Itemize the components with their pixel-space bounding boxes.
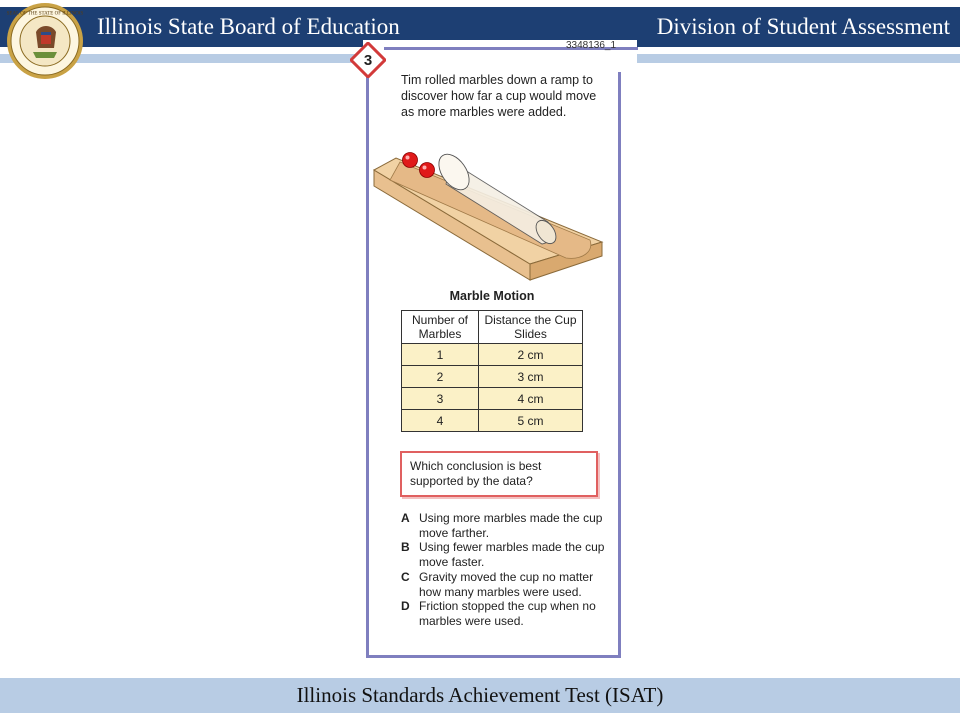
seal-text: SEAL OF THE STATE OF ILLINOIS [6,11,84,17]
table-cell: 4 [402,410,479,432]
marble-motion-table [401,310,583,432]
table-row [402,344,583,366]
choice-letter: A [401,511,410,525]
table-title: Marble Motion [449,289,535,303]
question-text: Which conclusion is best supported by the data? [410,459,542,488]
choice-text: Friction stopped the cup when no marbles were used. [419,599,596,628]
table-cell: 1 [402,344,479,366]
question-box [400,451,598,497]
choice-letter: D [401,599,410,614]
choice-text: Using more marbles made the cup move farther. [419,511,603,540]
table-cell: 2 cm [479,344,583,366]
item-id: 3348136_1 [566,40,617,51]
table-cell: 3 cm [479,366,583,388]
choice-a[interactable] [401,511,606,540]
choice-b[interactable] [401,540,606,569]
table-cell: 3 [402,388,479,410]
table-header-row [402,311,583,344]
table-header-cell: Distance the Cup Slides [479,311,583,344]
marble-1 [403,153,418,168]
table-header-cell: Number of Marbles [402,311,479,344]
table-row [402,388,583,410]
table-cell: 2 [402,366,479,388]
choice-letter: B [401,540,410,555]
marble-2 [420,163,435,178]
answer-choices [401,511,606,629]
table-row [402,366,583,388]
table-row [402,410,583,432]
question-stem: Tim rolled marbles down a ramp to discover how far a cup would move as more marbles were added. [401,73,597,119]
marble-ramp-illustration [370,140,606,290]
choice-letter: C [401,569,410,584]
header-title-right: Division of Student Assessment [656,14,950,39]
choice-text: Gravity moved the cup no matter how many marbles were used. [419,569,594,599]
choice-text: Using fewer marbles made the cup move faster. [419,540,605,570]
footer-title: Illinois Standards Achievement Test (ISAT) [296,683,664,707]
state-seal-icon [6,2,84,80]
header-title-left: Illinois State Board of Education [97,14,400,39]
item-number: 3 [363,52,373,69]
table-cell: 5 cm [479,410,583,432]
choice-d[interactable] [401,599,606,628]
item-number-badge [350,42,386,78]
choice-c[interactable] [401,570,606,599]
table-cell: 4 cm [479,388,583,410]
